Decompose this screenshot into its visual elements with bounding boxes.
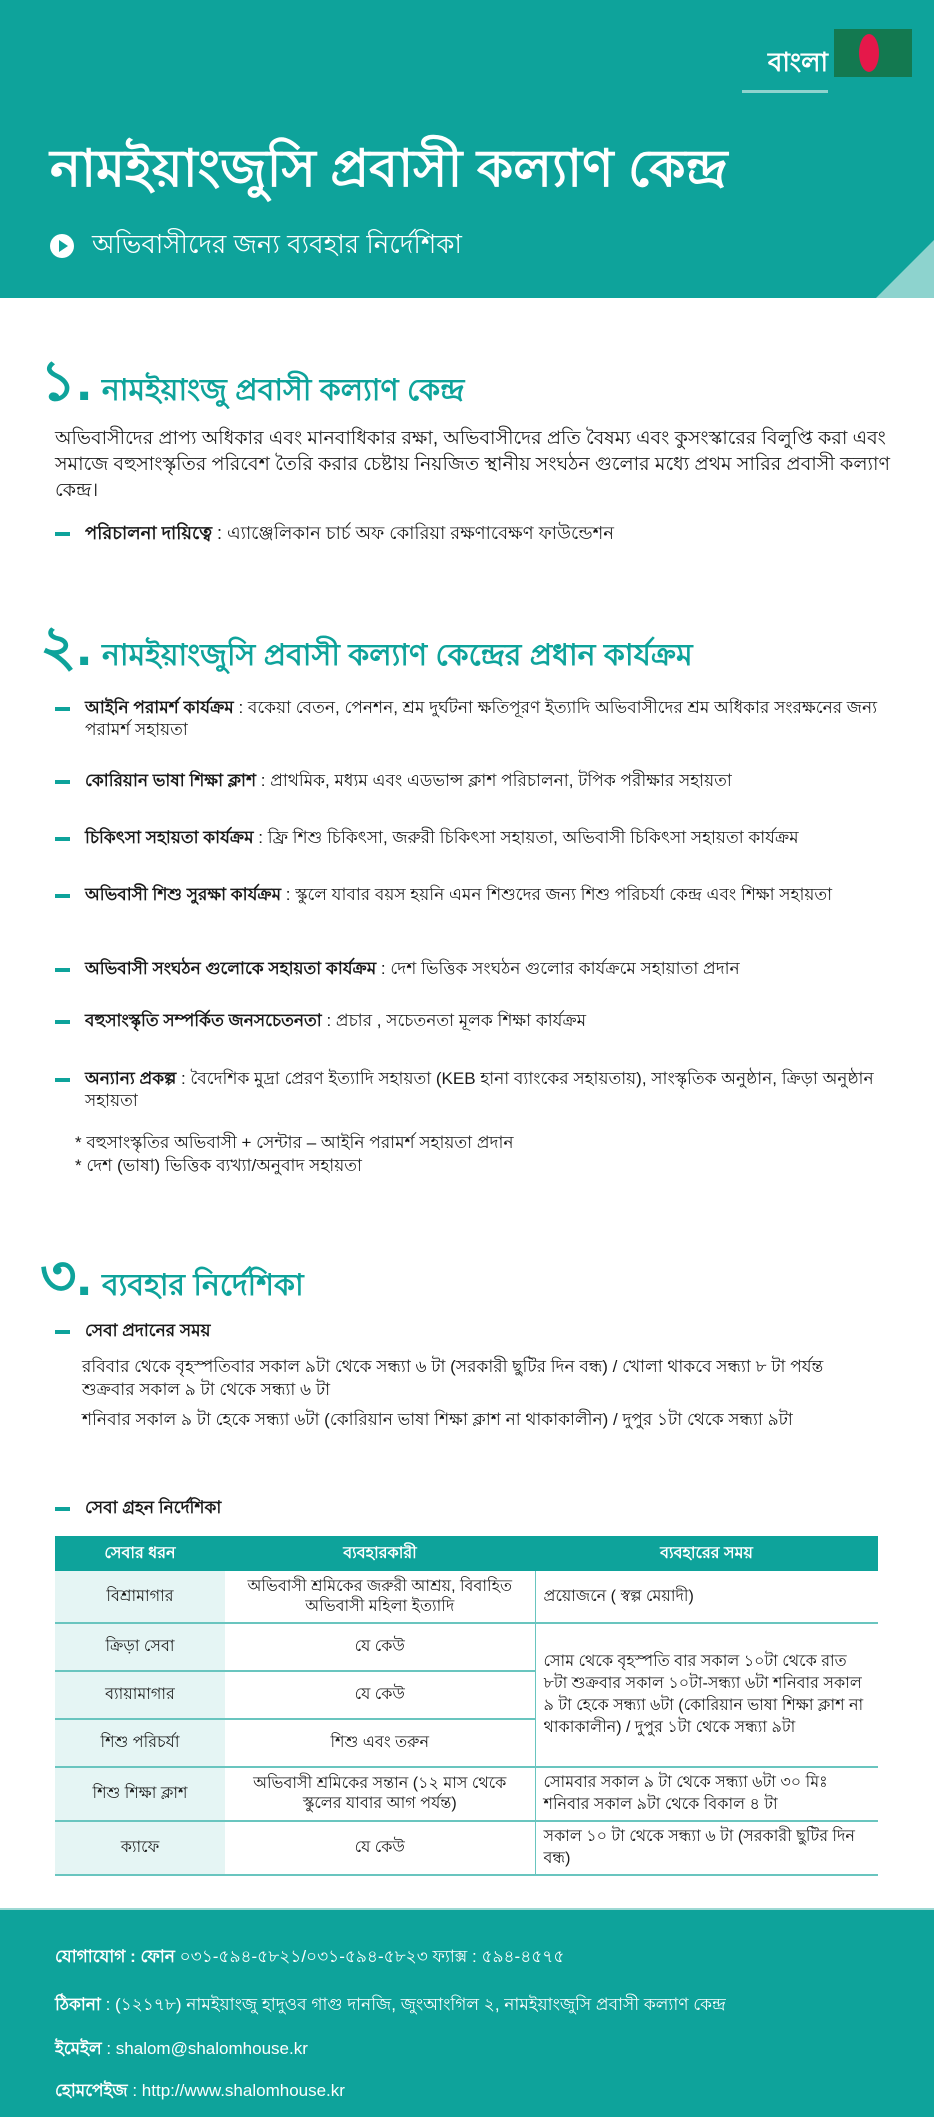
activity-item: [55, 770, 905, 792]
activity-item: [55, 884, 905, 906]
play-icon: [50, 234, 74, 258]
corner-decoration: [876, 240, 934, 298]
column-header: ব্যবহারকারী: [225, 1536, 535, 1571]
service-time: সকাল ১০ টা থেকে সন্ধ্যা ৬ টা (সরকারী ছুটির দিন বন্ধ): [535, 1821, 878, 1875]
section-number: ২.: [40, 614, 92, 677]
email-line: [55, 2036, 308, 2064]
management-item: [55, 522, 905, 544]
address-value: : (১২১৭৮) নামইয়াংজু হাদুওব গাগু দানজি, জুংআংগিল ২, নামইয়াংজুসি প্রবাসী কল্যাণ কেন্দ্র: [100, 1995, 726, 2014]
section3-heading: [40, 1233, 304, 1327]
hours-line: শুক্রবার সকাল ৯ টা থেকে সন্ধ্যা ৬ টা: [82, 1380, 331, 1399]
contact-label: যোগাযোগ : ফোন: [55, 1947, 175, 1966]
homepage-label: হোমপেইজ: [55, 2081, 128, 2100]
service-time: প্রয়োজনে ( স্বল্প মেয়াদী): [535, 1571, 878, 1623]
service-type: ক্যাফে: [55, 1821, 225, 1875]
hours-label: সেবা প্রদানের সময়: [85, 1321, 211, 1340]
service-users: যে কেউ: [225, 1671, 535, 1719]
section2-heading: [40, 603, 693, 697]
address-line: [55, 1992, 726, 2020]
service-users: যে কেউ: [225, 1623, 535, 1671]
activity-label: অভিবাসী সংঘঠন গুলোকে সহায়তা কার্যক্রম: [85, 959, 377, 978]
page-title: নামইয়াংজুসি প্রবাসী কল্যাণ কেন্দ্র: [50, 140, 728, 198]
management-label: পরিচালনা দায়িত্বে: [85, 523, 213, 543]
column-header: ব্যবহারের সময়: [535, 1536, 878, 1571]
activity-label: বহুসাংস্কৃতি সম্পর্কিত জনসচেতনতা: [85, 1011, 322, 1030]
column-header: সেবার ধরন: [55, 1536, 225, 1571]
section-title: নামইয়াংজু প্রবাসী কল্যাণ কেন্দ্র: [101, 374, 465, 407]
service-users: অভিবাসী শ্রমিকের সন্তান (১২ মাস থেকে স্কুলের যাবার আগ পর্যন্ত): [225, 1767, 535, 1821]
guide-heading: [55, 1497, 905, 1519]
address-label: ঠিকানা: [55, 1995, 101, 2014]
email-link[interactable]: : shalom@shalomhouse.kr: [101, 2039, 308, 2058]
hours-heading: [55, 1320, 905, 1342]
activity-text: : ফ্রি শিশু চিকিৎসা, জরুরী চিকিৎসা সহায়তা, অভিবাসী চিকিৎসা সহায়তা কার্যক্রম: [253, 828, 799, 847]
table-row: [55, 1821, 878, 1875]
hours-line: রবিবার থেকে বৃহস্পতিবার সকাল ৯টা থেকে সন্ধ্যা ৬ টা (সরকারী ছুটির দিন বন্ধ) / খোলা থাকবে সন্ধ্যা ৮ টা পর্যন্ত: [82, 1357, 824, 1376]
table-row: [55, 1571, 878, 1623]
activity-item: [55, 1068, 905, 1112]
activity-label: আইনি পরামর্শ কার্যক্রম: [85, 698, 234, 717]
service-users: অভিবাসী শ্রমিকের জরুরী আশ্রয়, বিবাহিত অভিবাসী মহিলা ইত্যাদি: [225, 1571, 535, 1623]
activity-label: অন্যান্য প্রকল্প: [85, 1069, 177, 1088]
table-row: [55, 1623, 878, 1671]
activity-text: : প্রাথমিক, মধ্যম এবং এডভান্স ক্লাশ পরিচালনা, টপিক পরীক্ষার সহায়তা: [256, 771, 732, 790]
service-type: বিশ্রামাগার: [55, 1571, 225, 1623]
activity-text: : দেশ ভিত্তিক সংঘঠন গুলোর কার্যক্রমে সহায়াতা প্রদান: [376, 959, 740, 978]
bangladesh-flag-icon[interactable]: [834, 29, 912, 77]
note: * বহুসাংস্কৃতির অভিবাসী + সেন্টার – আইনি পরামর্শ সহায়তা প্রদান: [75, 1133, 514, 1152]
contact-line: [55, 1944, 564, 1972]
service-time: সোম থেকে বৃহস্পতি বার সকাল ১০টা থেকে রাত ৮টা শুক্রবার সকাল ১০টা-সন্ধ্যা ৬টা শনিবার সকাল ৯ টা হেকে সন্ধ্যা ৬টা (কোরিয়ান ভাষা শিক্ষা ক্লাশ না থাকাকালীন) / দুপুর ১টা থেকে সন্ধ্যা ৯টা: [535, 1623, 878, 1767]
activity-item: [55, 1010, 905, 1032]
section1-heading: [40, 338, 464, 432]
activity-item: [55, 958, 905, 980]
page-subtitle: [50, 224, 462, 268]
service-time: সোমবার সকাল ৯ টা থেকে সন্ধ্যা ৬টা ৩০ মিঃ শনিবার সকাল ৯টা থেকে বিকাল ৪ টা: [535, 1767, 878, 1821]
activity-text: : স্কুলে যাবার বয়স হয়নি এমন শিশুদের জন্য শিশু পরিচর্যা কেন্দ্র এবং শিক্ষা সহায়তা: [281, 885, 833, 904]
service-users: শিশু এবং তরুন: [225, 1719, 535, 1767]
management-value: : এ্যাঞ্জেলিকান চার্চ অফ কোরিয়া রক্ষণাবেক্ষণ ফাউন্ডেশন: [212, 523, 614, 543]
section-number: ৩.: [40, 1244, 92, 1307]
table-header: [55, 1536, 878, 1571]
service-type: শিশু শিক্ষা ক্লাশ: [55, 1767, 225, 1821]
contact-phone: ০৩১-৫৯৪-৫৮২১/০৩১-৫৯৪-৫৮২৩ ফ্যাক্স : ৫৯৪-৪৫৭৫: [174, 1947, 565, 1966]
section1-paragraph: অভিবাসীদের প্রাপ্য অধিকার এবং মানবাধিকার রক্ষা, অভিবাসীদের প্রতি বৈষম্য এবং কুসংস্কারের বিলুপ্তি করা এবং সমাজে বহুসাংস্কৃতির পরিবেশ তৈরি করার চেষ্টায় নিয়জিত স্থানীয় সংঘঠন গুলোর মধ্যে প্রথম সারির প্রবাসী কল্যাণ কেন্দ্র।: [55, 428, 891, 501]
homepage-line: [55, 2078, 345, 2106]
homepage-link[interactable]: : http://www.shalomhouse.kr: [127, 2081, 345, 2100]
activity-text: : প্রচার , সচেতনতা মূলক শিক্ষা কার্যক্রম: [321, 1011, 587, 1030]
activity-item: [55, 697, 905, 741]
activity-label: কোরিয়ান ভাষা শিক্ষা ক্লাশ: [85, 771, 257, 790]
subtitle-text: অভিবাসীদের জন্য ব্যবহার নির্দেশিকা: [92, 229, 462, 259]
note: * দেশ (ভাষা) ভিত্তিক ব্যখ্যা/অনুবাদ সহায়তা: [75, 1156, 362, 1175]
email-label: ইমেইল: [55, 2039, 102, 2058]
hours-line: শনিবার সকাল ৯ টা হেকে সন্ধ্যা ৬টা (কোরিয়ান ভাষা শিক্ষা ক্লাশ না থাকাকালীন) / দুপুর ১টা থেকে সন্ধ্যা ৯টা: [82, 1410, 793, 1429]
service-table: [55, 1536, 878, 1876]
service-type: ব্যায়ামাগার: [55, 1671, 225, 1719]
activity-label: অভিবাসী শিশু সুরক্ষা কার্যক্রম: [85, 885, 282, 904]
footer: [0, 1908, 934, 2117]
service-type: শিশু পরিচর্যা: [55, 1719, 225, 1767]
guide-label: সেবা গ্রহন নির্দেশিকা: [85, 1498, 222, 1517]
section-number: ১.: [40, 349, 92, 412]
activity-text: : বৈদেশিক মুদ্রা প্রেরণ ইত্যাদি সহায়তা (KEB হানা ব্যাংকের সহায়তায়), সাংস্কৃতিক অনুষ্ঠান, ক্রিড়া অনুষ্ঠান সহায়তা: [85, 1069, 874, 1110]
table-row: [55, 1767, 878, 1821]
header-banner: [0, 0, 934, 298]
section-title: ব্যবহার নির্দেশিকা: [101, 1269, 304, 1302]
service-users: যে কেউ: [225, 1821, 535, 1875]
activity-label: চিকিৎসা সহায়তা কার্যক্রম: [85, 828, 254, 847]
activity-item: [55, 827, 905, 849]
section-title: নামইয়াংজুসি প্রবাসী কল্যাণ কেন্দ্রের প্রধান কার্যক্রম: [101, 639, 693, 672]
service-type: ক্রিড়া সেবা: [55, 1623, 225, 1671]
activity-text: : বকেয়া বেতন, পেনশন, শ্রম দুর্ঘটনা ক্ষতিপূরণ ইত্যাদি অভিবাসীদের শ্রম অধিকার সংরক্ষনের জন্য পরামর্শ সহায়তা: [85, 698, 878, 739]
language-selector[interactable]: বাংলা: [742, 42, 828, 93]
